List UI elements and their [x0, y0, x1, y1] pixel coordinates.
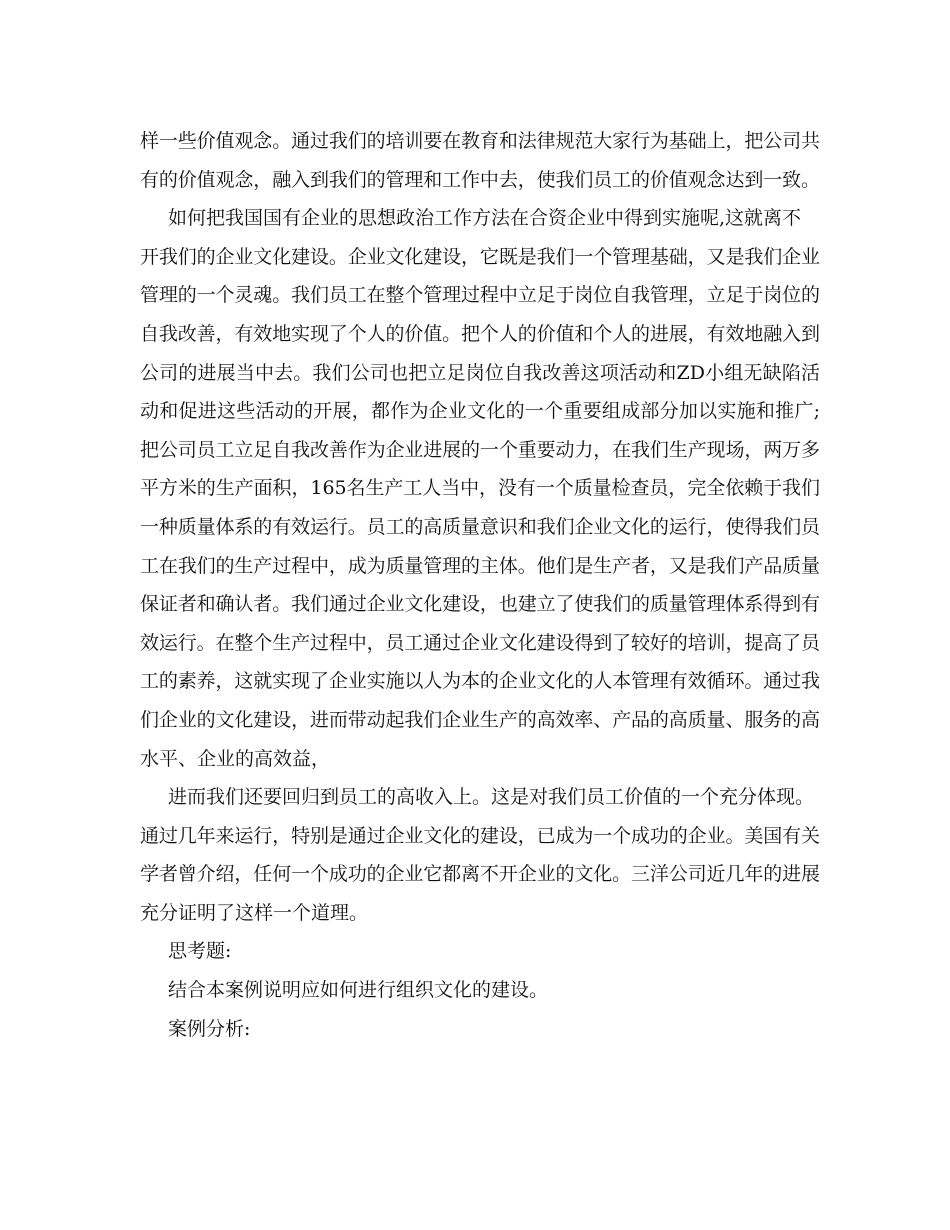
text-line: 结合本案例说明应如何进行组织文化的建设。 [168, 979, 549, 1002]
text-line: 工的素养，这就实现了企业实施以人为本的企业文化的人本管理有效循环。通过我 [140, 670, 820, 693]
text-line: 样一些价值观念。通过我们的培训要在教育和法律规范大家行为基础上，把公司共 [140, 130, 820, 152]
text-line: 进而我们还要回归到员工的高收入上。这是对我们员工价值的一个充分体现。 [168, 786, 815, 809]
text-line: 平方米的生产面积，165名生产工人当中，没有一个质量检查员，完全依赖于我们 [140, 477, 820, 500]
text-line: 学者曾介绍，任何一个成功的企业它都离不开企业的文化。三洋公司近几年的进展 [140, 863, 820, 886]
text-line: 充分证明了这样一个道理。 [140, 901, 369, 924]
text-line: 保证者和确认者。我们通过企业文化建设，也建立了使我们的质量管理体系得到有 [140, 593, 820, 616]
text-line: 如何把我国国有企业的思想政治工作方法在合资企业中得到实施呢,这就离不 [168, 207, 802, 230]
text-line: 公司的进展当中去。我们公司也把立足岗位自我改善这项活动和ZD小组无缺陷活 [140, 361, 820, 384]
text-line: 开我们的企业文化建设。企业文化建设，它既是我们一个管理基础，又是我们企业 [140, 245, 820, 268]
text-line: 自我改善，有效地实现了个人的价值。把个人的价值和个人的进展，有效地融入到 [140, 322, 820, 345]
document-body [140, 122, 820, 1048]
text-line: 动和促进这些活动的开展，都作为企业文化的一个重要组成部分加以实施和推广; [140, 400, 820, 423]
text-line: 案例分析: [168, 1017, 251, 1040]
text-line: 有的价值观念，融入到我们的管理和工作中去，使我们员工的价值观念达到一致。 [140, 168, 820, 191]
text-line: 管理的一个灵魂。我们员工在整个管理过程中立足于岗位自我管理，立足于岗位的 [140, 284, 820, 307]
text-line: 工在我们的生产过程中，成为质量管理的主体。他们是生产者，又是我们产品质量 [140, 554, 820, 577]
text-line: 一种质量体系的有效运行。员工的高质量意识和我们企业文化的运行，使得我们员 [140, 515, 820, 538]
text-line: 效运行。在整个生产过程中，员工通过企业文化建设得到了较好的培训，提高了员 [140, 631, 820, 654]
text-line: 水平、企业的高效益， [140, 747, 331, 770]
text-line: 把公司员工立足自我改善作为企业进展的一个重要动力，在我们生产现场，两万多 [140, 438, 820, 461]
text-line: 们企业的文化建设，进而带动起我们企业生产的高效率、产品的高质量、服务的高 [140, 708, 820, 731]
text-line: 思考题: [168, 940, 232, 963]
text-line: 通过几年来运行，特别是通过企业文化的建设，已成为一个成功的企业。美国有关 [140, 824, 820, 847]
